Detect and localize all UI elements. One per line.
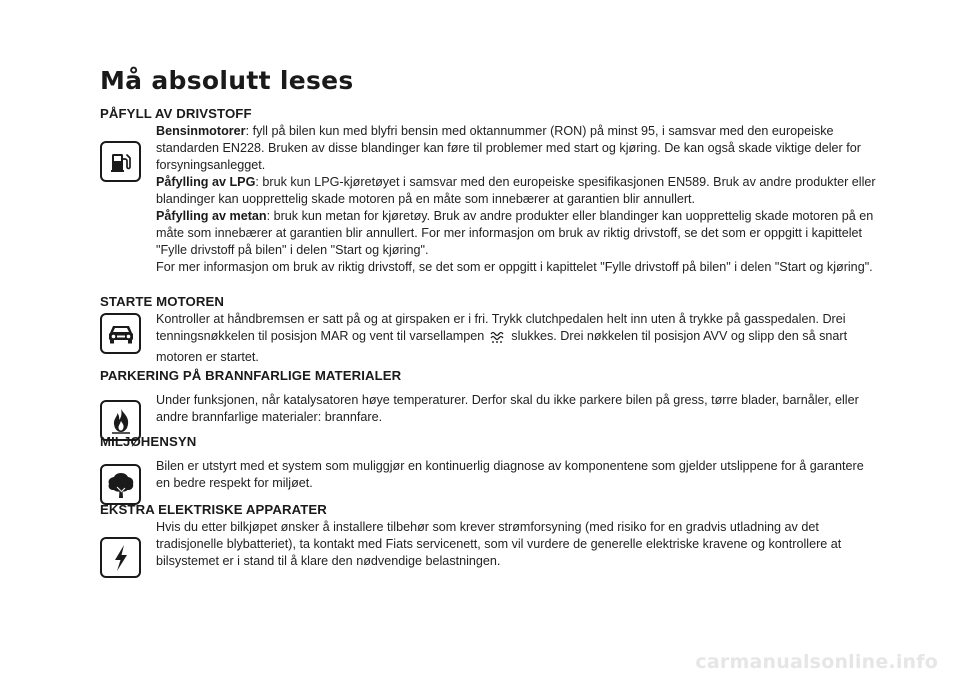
paragraph-text: slukkes. Drei nøkkelen til posisjon AVV og slipp den så snart motoren er startet. — [156, 329, 848, 364]
paragraph-lead: Påfylling av LPG — [156, 175, 256, 189]
section-body-fuel — [100, 123, 880, 276]
section-body-parking — [100, 385, 880, 426]
paragraph-text: : bruk kun metan for kjøretøy. Bruk av andre produkter eller blandinger kan uopprettelig skade motoren på en måte som innebærer at garantien blir annullert. For mer informasjon om bruk av riktig drivstoff, se det som er oppgitt i kapittelet "Fylle drivstoff på bilen" i delen "Start og kjøring". — [156, 209, 874, 257]
car-front-icon — [100, 313, 141, 354]
paragraph-lead: Påfylling av metan — [156, 209, 267, 223]
section-environment — [100, 434, 880, 492]
paragraph-more-info — [156, 259, 880, 276]
paragraph-text: Kontroller at håndbremsen er satt på og at girspaken er i fri. Trykk clutchpedalen helt inn uten å trykke på gasspedalen. Drei tenningsnøkkelen til posisjon MAR og vent til varsellampen — [156, 312, 846, 343]
tree-icon — [100, 464, 141, 505]
paragraph-text: For mer informasjon om bruk av riktig drivstoff, se det som er oppgitt i kapittelet "Fylle drivstoff på bilen" i delen "Start og kjøring". — [156, 260, 873, 274]
page-title: Må absolutt leses — [100, 66, 354, 95]
section-heading-fuel: PÅFYLL AV DRIVSTOFF — [100, 106, 252, 121]
paragraph-environment: Bilen er utstyrt med et system som muliggjør en kontinuerlig diagnose av komponentene som gjelder utslippene for å garantere en bedre respekt for miljøet. — [156, 459, 864, 490]
paragraph-text: : fyll på bilen kun med blyfri bensin med oktannummer (RON) på minst 95, i samsvar med den europeiske standarden EN228. Bruken av disse blandinger kan føre til problemer med start og kjøring. De kan også skade viktige deler for forsyningsanlegget. — [156, 124, 861, 172]
paragraph-text: : bruk kun LPG-kjøretøyet i samsvar med den europeiske spesifikasjonen EN589. Bruk av andre produkter eller blandinger kan uopprettelig skade motoren på en måte som innebærer at garantien blir annullert. — [156, 175, 876, 206]
paragraph-start-engine — [156, 311, 880, 366]
paragraph-lpg — [156, 174, 880, 208]
section-fuel — [100, 106, 880, 276]
section-body-electrical — [100, 519, 880, 570]
section-heading-start-engine: STARTE MOTOREN — [100, 294, 224, 309]
section-heading-parking: PARKERING PÅ BRANNFARLIGE MATERIALER — [100, 368, 402, 383]
glow-plug-icon — [490, 330, 506, 349]
paragraph-methane — [156, 208, 880, 259]
section-heading-electrical: EKSTRA ELEKTRISKE APPARATER — [100, 502, 327, 517]
section-body-environment — [100, 451, 880, 492]
paragraph-petrol — [156, 123, 880, 174]
section-start-engine — [100, 294, 880, 366]
watermark: carmanualsonline.info — [695, 651, 938, 673]
paragraph-lead: Bensinmotorer — [156, 124, 246, 138]
paragraph-electrical: Hvis du etter bilkjøpet ønsker å installere tilbehør som krever strømforsyning (med risiko for en gradvis utladning av det tradisjonelle blybatteriet), ta kontakt med Fiats servicenett, som vil vurdere de generelle elektriske kravene og kontrollere at bilsystemet er i stand til å klare den nødvendige belastningen. — [156, 520, 842, 568]
section-parking-flammable — [100, 368, 880, 426]
section-electrical-devices — [100, 502, 880, 570]
section-body-start-engine — [100, 311, 880, 366]
section-heading-environment: MILJØHENSYN — [100, 434, 197, 449]
electric-bolt-icon — [100, 537, 141, 578]
fuel-pump-icon — [100, 141, 141, 182]
paragraph-parking: Under funksjonen, når katalysatoren høye temperaturer. Derfor skal du ikke parkere bilen på gress, tørre blader, barnåler, eller andre brannfarlige materialer: brannfare. — [156, 393, 859, 424]
